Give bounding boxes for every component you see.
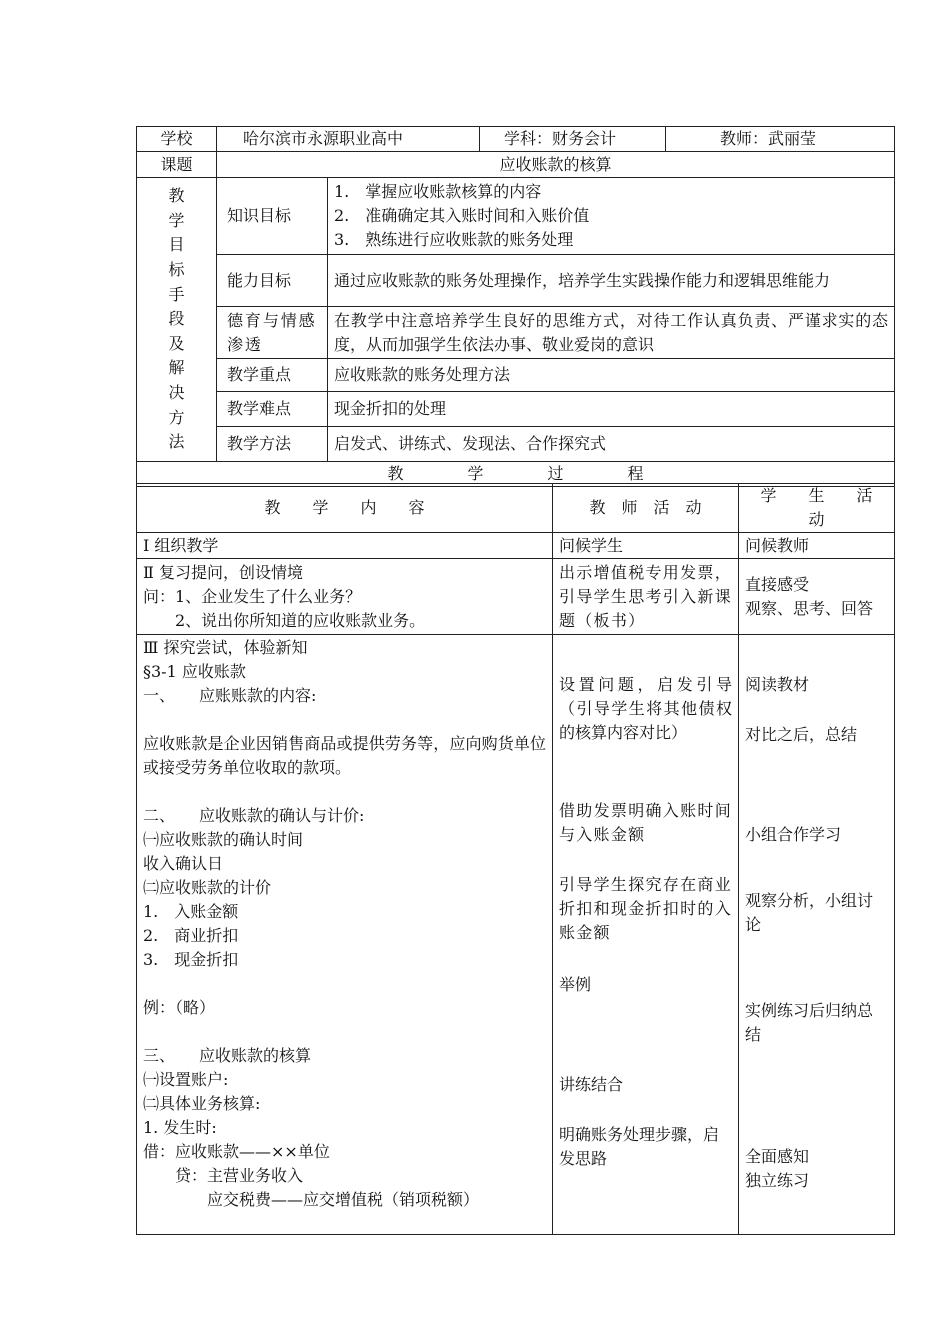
side-char: 方: [168, 407, 185, 427]
content-line: 借：应收账款——××单位: [143, 1142, 330, 1161]
side-char: 及: [168, 333, 185, 353]
content-line: 应收账款是企业因销售商品或提供劳务等，应向购货单位或接受劳务单位收取的款项。: [143, 734, 546, 777]
content-line: 一、 应账账款的内容:: [143, 686, 317, 705]
objective-line: 3. 熟练进行应收账款的账务处理: [334, 230, 574, 249]
objective-content: [328, 178, 895, 255]
content-line: 例：（略）: [143, 998, 216, 1017]
teacher-activity: 讲练结合: [559, 1075, 624, 1094]
row3-content: [137, 635, 553, 1235]
content-line: ㈡应收账款的计价: [143, 878, 272, 897]
objectives-side-label: [137, 178, 217, 462]
row2-student: [739, 559, 895, 635]
process-table: [136, 483, 905, 1235]
spacer: [143, 1020, 546, 1044]
objective-label: 能力目标: [217, 255, 328, 307]
column-header-student: 学 生 活 动: [739, 484, 895, 533]
content-line: Ⅲ 探究尝试，体验新知: [143, 638, 308, 657]
content-line: 应交税费——应交增值税（销项税额）: [143, 1190, 480, 1209]
objective-label: 教学难点: [217, 392, 328, 427]
row1-teacher: 问候学生: [553, 533, 739, 559]
row1-student: 问候教师: [739, 533, 895, 559]
objective-content: 启发式、讲练式、发现法、合作探究式: [328, 427, 895, 462]
side-char: 教: [168, 186, 185, 206]
objective-content: 在教学中注意培养学生良好的思维方式，对待工作认真负责、严谨求实的态度，从而加强学生依法办事、敬业爱岗的意识: [328, 307, 895, 359]
objective-content: 通过应收账款的账务处理操作，培养学生实践操作能力和逻辑思维能力: [328, 255, 895, 307]
content-line: Ⅱ 复习提问，创设情境: [143, 562, 303, 582]
side-char: 决: [168, 382, 185, 402]
side-char: 手: [168, 284, 185, 304]
objective-line: 2. 准确确定其入账时间和入账价值: [334, 206, 590, 225]
objective-content: 现金折扣的处理: [328, 392, 895, 427]
objective-label: 德育与情感渗透: [217, 307, 328, 359]
objective-line: 1. 掌握应收账款核算的内容: [334, 182, 542, 201]
teacher-activity: 举例: [559, 975, 592, 994]
content-line: §3-1 应收账款: [143, 662, 246, 681]
content-line: 3. 现金折扣: [143, 950, 239, 969]
process-title: 教 学 过 程: [137, 462, 895, 487]
student-line: 直接感受: [745, 574, 810, 594]
teacher-activity: 明确账务处理步骤，启发思路: [559, 1125, 720, 1168]
teacher-cell: 教师：武丽莹: [666, 127, 895, 152]
row1-content: Ⅰ 组织教学: [137, 533, 553, 559]
lesson-header-table: [136, 126, 895, 487]
side-char: 学: [168, 210, 185, 230]
row3-teacher: [553, 635, 739, 1235]
objective-label: 教学重点: [217, 359, 328, 392]
content-line: 2、说出你所知道的应收账款业务。: [143, 610, 426, 630]
side-char: 标: [168, 260, 185, 280]
topic-value: 应收账款的核算: [217, 152, 895, 178]
teacher-activity: 引导学生探究存在商业折扣和现金折扣时的入账金额: [559, 875, 732, 942]
student-activity-stack: [745, 635, 888, 1233]
teacher-activity-stack: [559, 635, 732, 1233]
side-char: 段: [168, 309, 185, 329]
school-value: 哈尔滨市永源职业高中: [217, 127, 480, 152]
content-line: ㈠应收账款的确认时间: [143, 830, 304, 849]
content-line: 二、 应收账款的确认与计价:: [143, 806, 365, 825]
content-line: 贷：主营业务收入: [143, 1166, 304, 1185]
side-char: 解: [168, 358, 185, 378]
column-header-teacher: 教 师 活 动: [553, 484, 739, 533]
school-label: 学校: [137, 127, 217, 152]
student-activity: 对比之后，总结: [745, 725, 858, 744]
spacer: [143, 780, 546, 804]
row2-teacher: 出示增值税专用发票，引导学生思考引入新课题（板书）: [553, 559, 739, 635]
subject-cell: 学科：财务会计: [480, 127, 666, 152]
spacer: [143, 708, 546, 732]
row3-student: [739, 635, 895, 1235]
student-line: 观察、思考、回答: [745, 598, 874, 618]
topic-label: 课题: [137, 152, 217, 178]
spacer: [143, 972, 546, 996]
student-activity: 独立练习: [745, 1171, 810, 1190]
teacher-activity: 设置问题，启发引导（引导学生将其他债权的核算内容对比）: [559, 675, 732, 742]
objective-label: 知识目标: [217, 178, 328, 255]
side-char: 法: [168, 432, 185, 452]
teacher-activity: 借助发票明确入账时间与入账金额: [559, 801, 732, 844]
student-activity: 阅读教材: [745, 675, 810, 694]
content-line: 1. 入账金额: [143, 902, 239, 921]
column-header-content: 教 学 内 容: [137, 484, 553, 533]
content-line: 1. 发生时:: [143, 1118, 217, 1137]
content-line: 问：1、企业发生了什么业务？: [143, 586, 362, 606]
student-activity: 小组合作学习: [745, 825, 842, 844]
student-activity: 全面感知: [745, 1147, 810, 1166]
content-line: ㈡具体业务核算:: [143, 1094, 261, 1113]
student-activity: 观察分析，小组讨论: [745, 891, 874, 934]
content-line: 收入确认日: [143, 854, 224, 873]
objective-content: 应收账款的账务处理方法: [328, 359, 895, 392]
content-line: ㈠设置账户:: [143, 1070, 229, 1089]
student-activity: 实例练习后归纳总结: [745, 1001, 874, 1044]
row2-content: [137, 559, 553, 635]
content-line: 三、 应收账款的核算: [143, 1046, 312, 1065]
content-line: 2. 商业折扣: [143, 926, 239, 945]
side-char: 目: [168, 235, 185, 255]
objective-label: 教学方法: [217, 427, 328, 462]
